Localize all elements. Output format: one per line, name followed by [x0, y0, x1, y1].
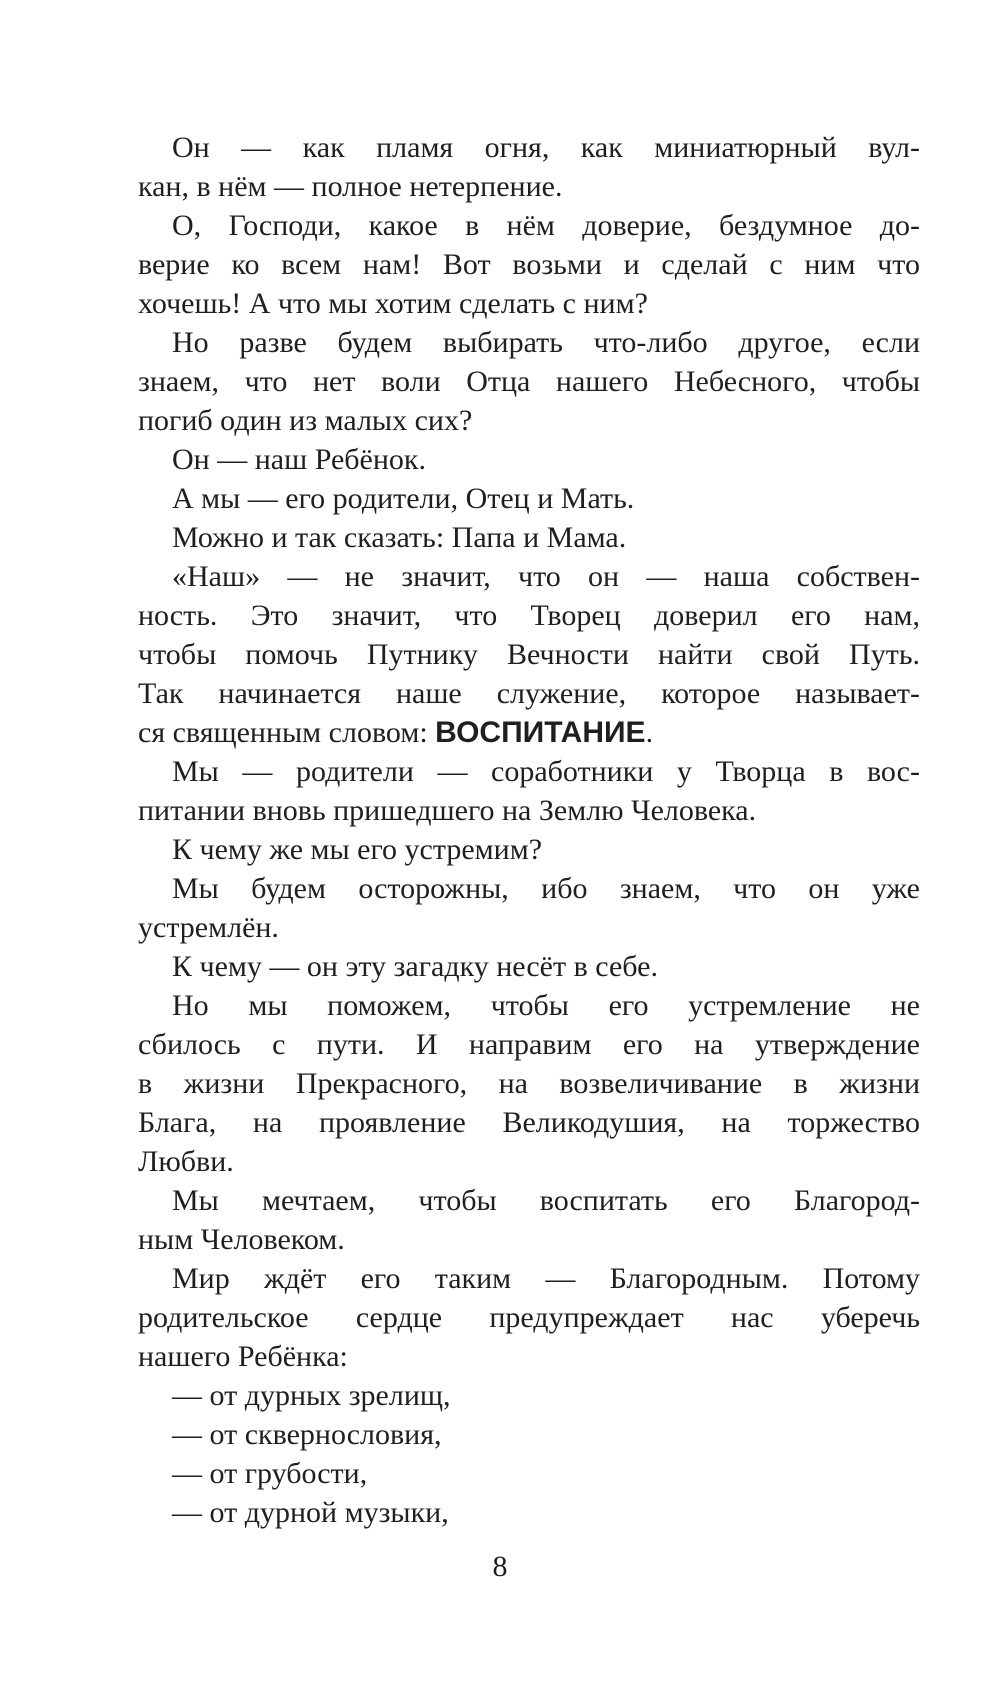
text-line: ным Человеком. [138, 1223, 345, 1256]
body-text [138, 128, 920, 1532]
text-line: знаем, что нет воли Отца нашего Небесного, чтобы [138, 365, 920, 398]
text-line: Он — наш Ребёнок. [172, 443, 427, 476]
text-line: Мы будем осторожны, ибо знаем, что он уже [172, 872, 920, 905]
text-line: Он — как пламя огня, как миниатюрный вул- [172, 131, 920, 164]
text-line: Но мы поможем, чтобы его устремление не [172, 989, 920, 1022]
list-item: — от дурных зрелищ, [172, 1379, 451, 1412]
text-line: К чему же мы его устремим? [172, 833, 543, 866]
text-line: родительское сердце предупреждает нас уберечь [138, 1301, 920, 1334]
text-line: питании вновь пришедшего на Землю Человека. [138, 794, 757, 827]
list-item: — от грубости, [172, 1457, 368, 1490]
emphasized-word: ВОСПИТАНИЕ [435, 716, 646, 749]
list-item: — от дурной музыки, [172, 1496, 449, 1529]
text-line: ность. Это значит, что Творец доверил его нам, [138, 599, 920, 632]
text-line: Можно и так сказать: Папа и Мама. [172, 521, 627, 554]
text-line: сбилось с пути. И направим его на утверждение [138, 1028, 920, 1061]
text-line: Мы — родители — соработники у Творца в вос- [172, 755, 920, 788]
text-line: Так начинается наше служение, которое называет- [138, 677, 920, 710]
text-line: К чему — он эту загадку несёт в себе. [172, 950, 658, 983]
list-item: — от сквернословия, [172, 1418, 442, 1451]
emphasis-punctuation: . [645, 716, 654, 749]
text-line: хочешь! А что мы хотим сделать с ним? [138, 287, 648, 320]
text-line: устремлён. [138, 911, 279, 944]
text-line: нашего Ребёнка: [138, 1340, 348, 1373]
text-line: О, Господи, какое в нём доверие, бездумное до- [172, 209, 920, 242]
text-line: Мы мечтаем, чтобы воспитать его Благород- [172, 1184, 920, 1217]
text-line: в жизни Прекрасного, на возвеличивание в жизни [138, 1067, 920, 1100]
text-line: погиб один из малых сих? [138, 404, 473, 437]
text-line: Мир ждёт его таким — Благородным. Потому [172, 1262, 920, 1295]
text-line: верие ко всем нам! Вот возьми и сделай с ним что [138, 248, 920, 281]
page-number: 8 [492, 1550, 508, 1583]
text-line: чтобы помочь Путнику Вечности найти свой Путь. [138, 638, 920, 671]
text-line: А мы — его родители, Отец и Мать. [172, 482, 635, 515]
text-line: Но разве будем выбирать что-либо другое, если [172, 326, 920, 359]
text-line: кан, в нём — полное нетерпение. [138, 170, 563, 203]
text-line [138, 713, 920, 752]
text-line: Любви. [138, 1145, 234, 1178]
text-line: «Наш» — не значит, что он — наша собствен- [172, 560, 920, 593]
text-line: Блага, на проявление Великодушия, на торжество [138, 1106, 920, 1139]
text-line-start: ся священным словом: [138, 716, 436, 749]
